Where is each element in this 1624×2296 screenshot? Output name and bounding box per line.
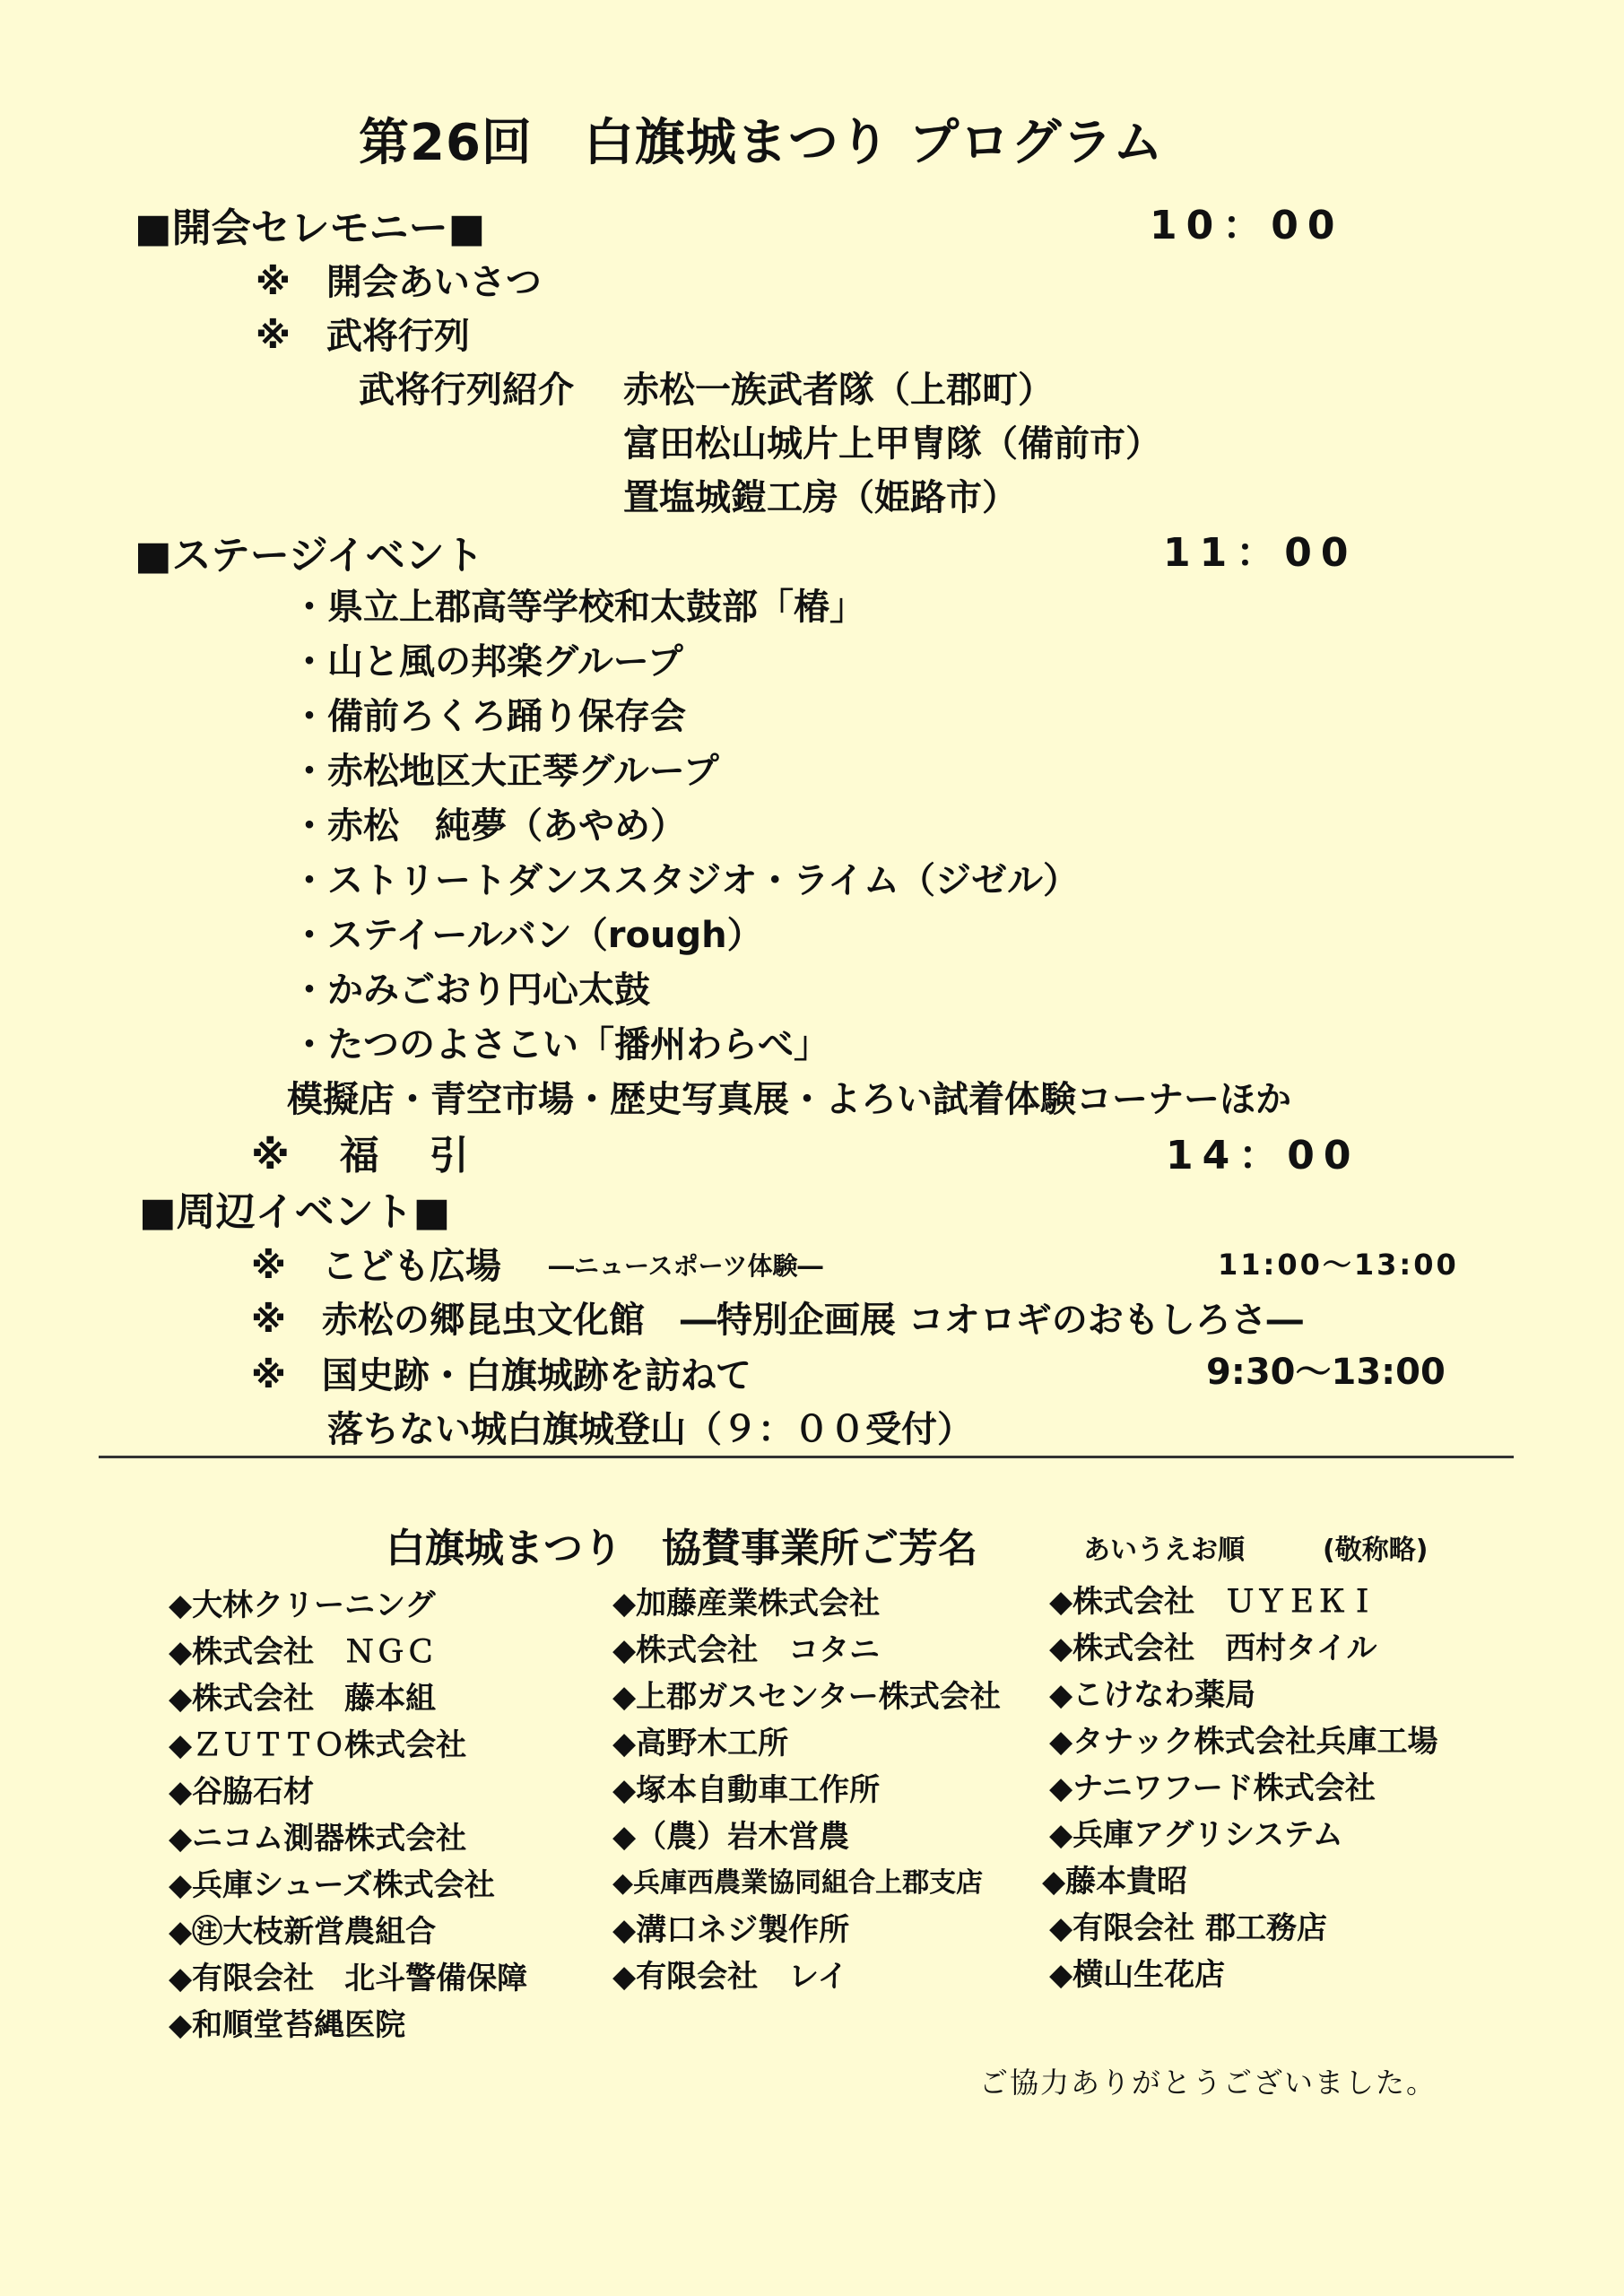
stage-item: ・山と風の邦楽グループ — [291, 641, 683, 683]
opening-item: ※ 武将行列 — [256, 316, 470, 357]
sponsor-item: ◆ＺＵＴＴＯ株式会社 — [169, 1727, 467, 1763]
sponsor-item: ◆塚本自動車工作所 — [612, 1772, 881, 1808]
sponsor-item: ◆溝口ネジ製作所 — [612, 1912, 850, 1948]
page-title: 第26回 白旗城まつり プログラム — [359, 114, 1164, 172]
lottery-time: 14：00 — [1166, 1133, 1360, 1178]
sponsors-title: 白旗城まつり 協賛事業所ご芳名 — [386, 1526, 977, 1571]
sponsor-item: ◆横山生花店 — [1049, 1957, 1226, 1993]
opening-intro-label: 武将行列紹介 — [359, 370, 574, 411]
sponsor-item: ◆兵庫西農業協同組合上郡支店 — [612, 1867, 984, 1899]
sponsor-item: ◆（農）岩木営農 — [612, 1819, 850, 1855]
kids-event: ※ こども広場 — [251, 1246, 501, 1287]
insect-event: ※ 赤松の郷昆虫文化館 ―特別企画展 コオロギのおもしろさ― — [251, 1300, 1303, 1341]
stage-item: ・備前ろくろ踊り保存会 — [291, 696, 686, 737]
sponsor-item: ◆有限会社 北斗警備保障 — [169, 1961, 528, 1996]
stage-time: 11：00 — [1163, 530, 1358, 576]
sponsor-item: ◆高野木工所 — [612, 1726, 789, 1761]
castle-event: ※ 国史跡・白旗城跡を訪ねて — [251, 1355, 751, 1396]
sponsor-item: ◆有限会社 郡工務店 — [1049, 1910, 1327, 1946]
sponsor-item: ◆ナニワフード株式会社 — [1049, 1770, 1376, 1806]
sponsor-item: ◆㊟大枝新営農組合 — [169, 1914, 437, 1950]
kids-time: 11:00～13:00 — [1218, 1248, 1459, 1282]
sponsor-item: ◆兵庫シューズ株式会社 — [169, 1867, 495, 1903]
sponsor-item: ◆こけなわ薬局 — [1049, 1677, 1256, 1713]
opening-heading: ■開会セレモニー■ — [135, 205, 486, 251]
stage-item: ・たつのよさこい「播州わらべ」 — [291, 1024, 829, 1065]
castle-time: 9:30～13:00 — [1206, 1352, 1446, 1393]
sponsor-item: ◆有限会社 レイ — [612, 1959, 848, 1995]
sponsor-item: ◆和順堂苔縄医院 — [169, 2007, 406, 2043]
sponsor-item: ◆加藤産業株式会社 — [612, 1586, 881, 1622]
opening-group: 赤松一族武者隊（上郡町） — [623, 370, 1054, 411]
opening-group: 置塩城鎧工房（姫路市） — [623, 477, 1018, 518]
sponsor-item: ◆上郡ガスセンター株式会社 — [612, 1679, 1001, 1715]
sponsors-order-note: あいうえお順 — [1083, 1535, 1245, 1566]
sponsor-item: ◆株式会社 ＮＧＣ — [169, 1634, 437, 1670]
sponsor-item: ◆兵庫アグリシステム — [1049, 1817, 1343, 1853]
stage-item: ・ステイールバン（rough） — [291, 915, 763, 956]
thanks-message: ご協力ありがとうございました。 — [979, 2066, 1437, 2100]
sponsor-item: ◆株式会社 藤本組 — [169, 1681, 437, 1717]
lottery: ※ 福 引 — [251, 1133, 474, 1178]
stage-item: ・赤松地区大正琴グループ — [291, 751, 719, 792]
sponsor-item: ◆大林クリーニング — [169, 1587, 436, 1623]
side-heading: ■周辺イベント■ — [139, 1189, 451, 1235]
sponsors-honorific-note: (敬称略) — [1323, 1535, 1429, 1566]
divider — [99, 1456, 1514, 1458]
sponsor-item: ◆株式会社 コタニ — [612, 1632, 881, 1668]
opening-time: 10：00 — [1150, 203, 1344, 248]
stage-heading: ■ステージイベント — [135, 533, 484, 578]
sponsor-item: ◆株式会社 西村タイル — [1049, 1631, 1377, 1666]
stage-extra: 模擬店・青空市場・歴史写真展・よろい試着体験コーナーほか — [287, 1079, 1291, 1120]
sponsor-item: ◆ニコム測器株式会社 — [169, 1821, 467, 1857]
stage-item: ・赤松 純夢（あやめ） — [291, 805, 686, 847]
sponsor-item: ◆谷脇石材 — [169, 1774, 315, 1810]
opening-group: 富田松山城片上甲冑隊（備前市） — [623, 423, 1161, 465]
opening-item: ※ 開会あいさつ — [256, 262, 542, 303]
stage-item: ・県立上郡高等学校和太鼓部「椿」 — [291, 587, 865, 628]
climb-event: 落ちない城白旗城登山（９：００受付） — [327, 1409, 973, 1450]
sponsor-item: ◆タナック株式会社兵庫工場 — [1049, 1724, 1438, 1760]
stage-item: ・かみごおり円心太鼓 — [291, 970, 650, 1011]
stage-item: ・ストリートダンススタジオ・ライム（ジゼル） — [291, 860, 1079, 901]
sponsor-item: ◆株式会社 ＵＹＥＫＩ — [1049, 1584, 1378, 1620]
kids-note: ―ニュースポーツ体験― — [549, 1251, 823, 1281]
sponsor-item: ◆藤本貴昭 — [1042, 1864, 1188, 1900]
